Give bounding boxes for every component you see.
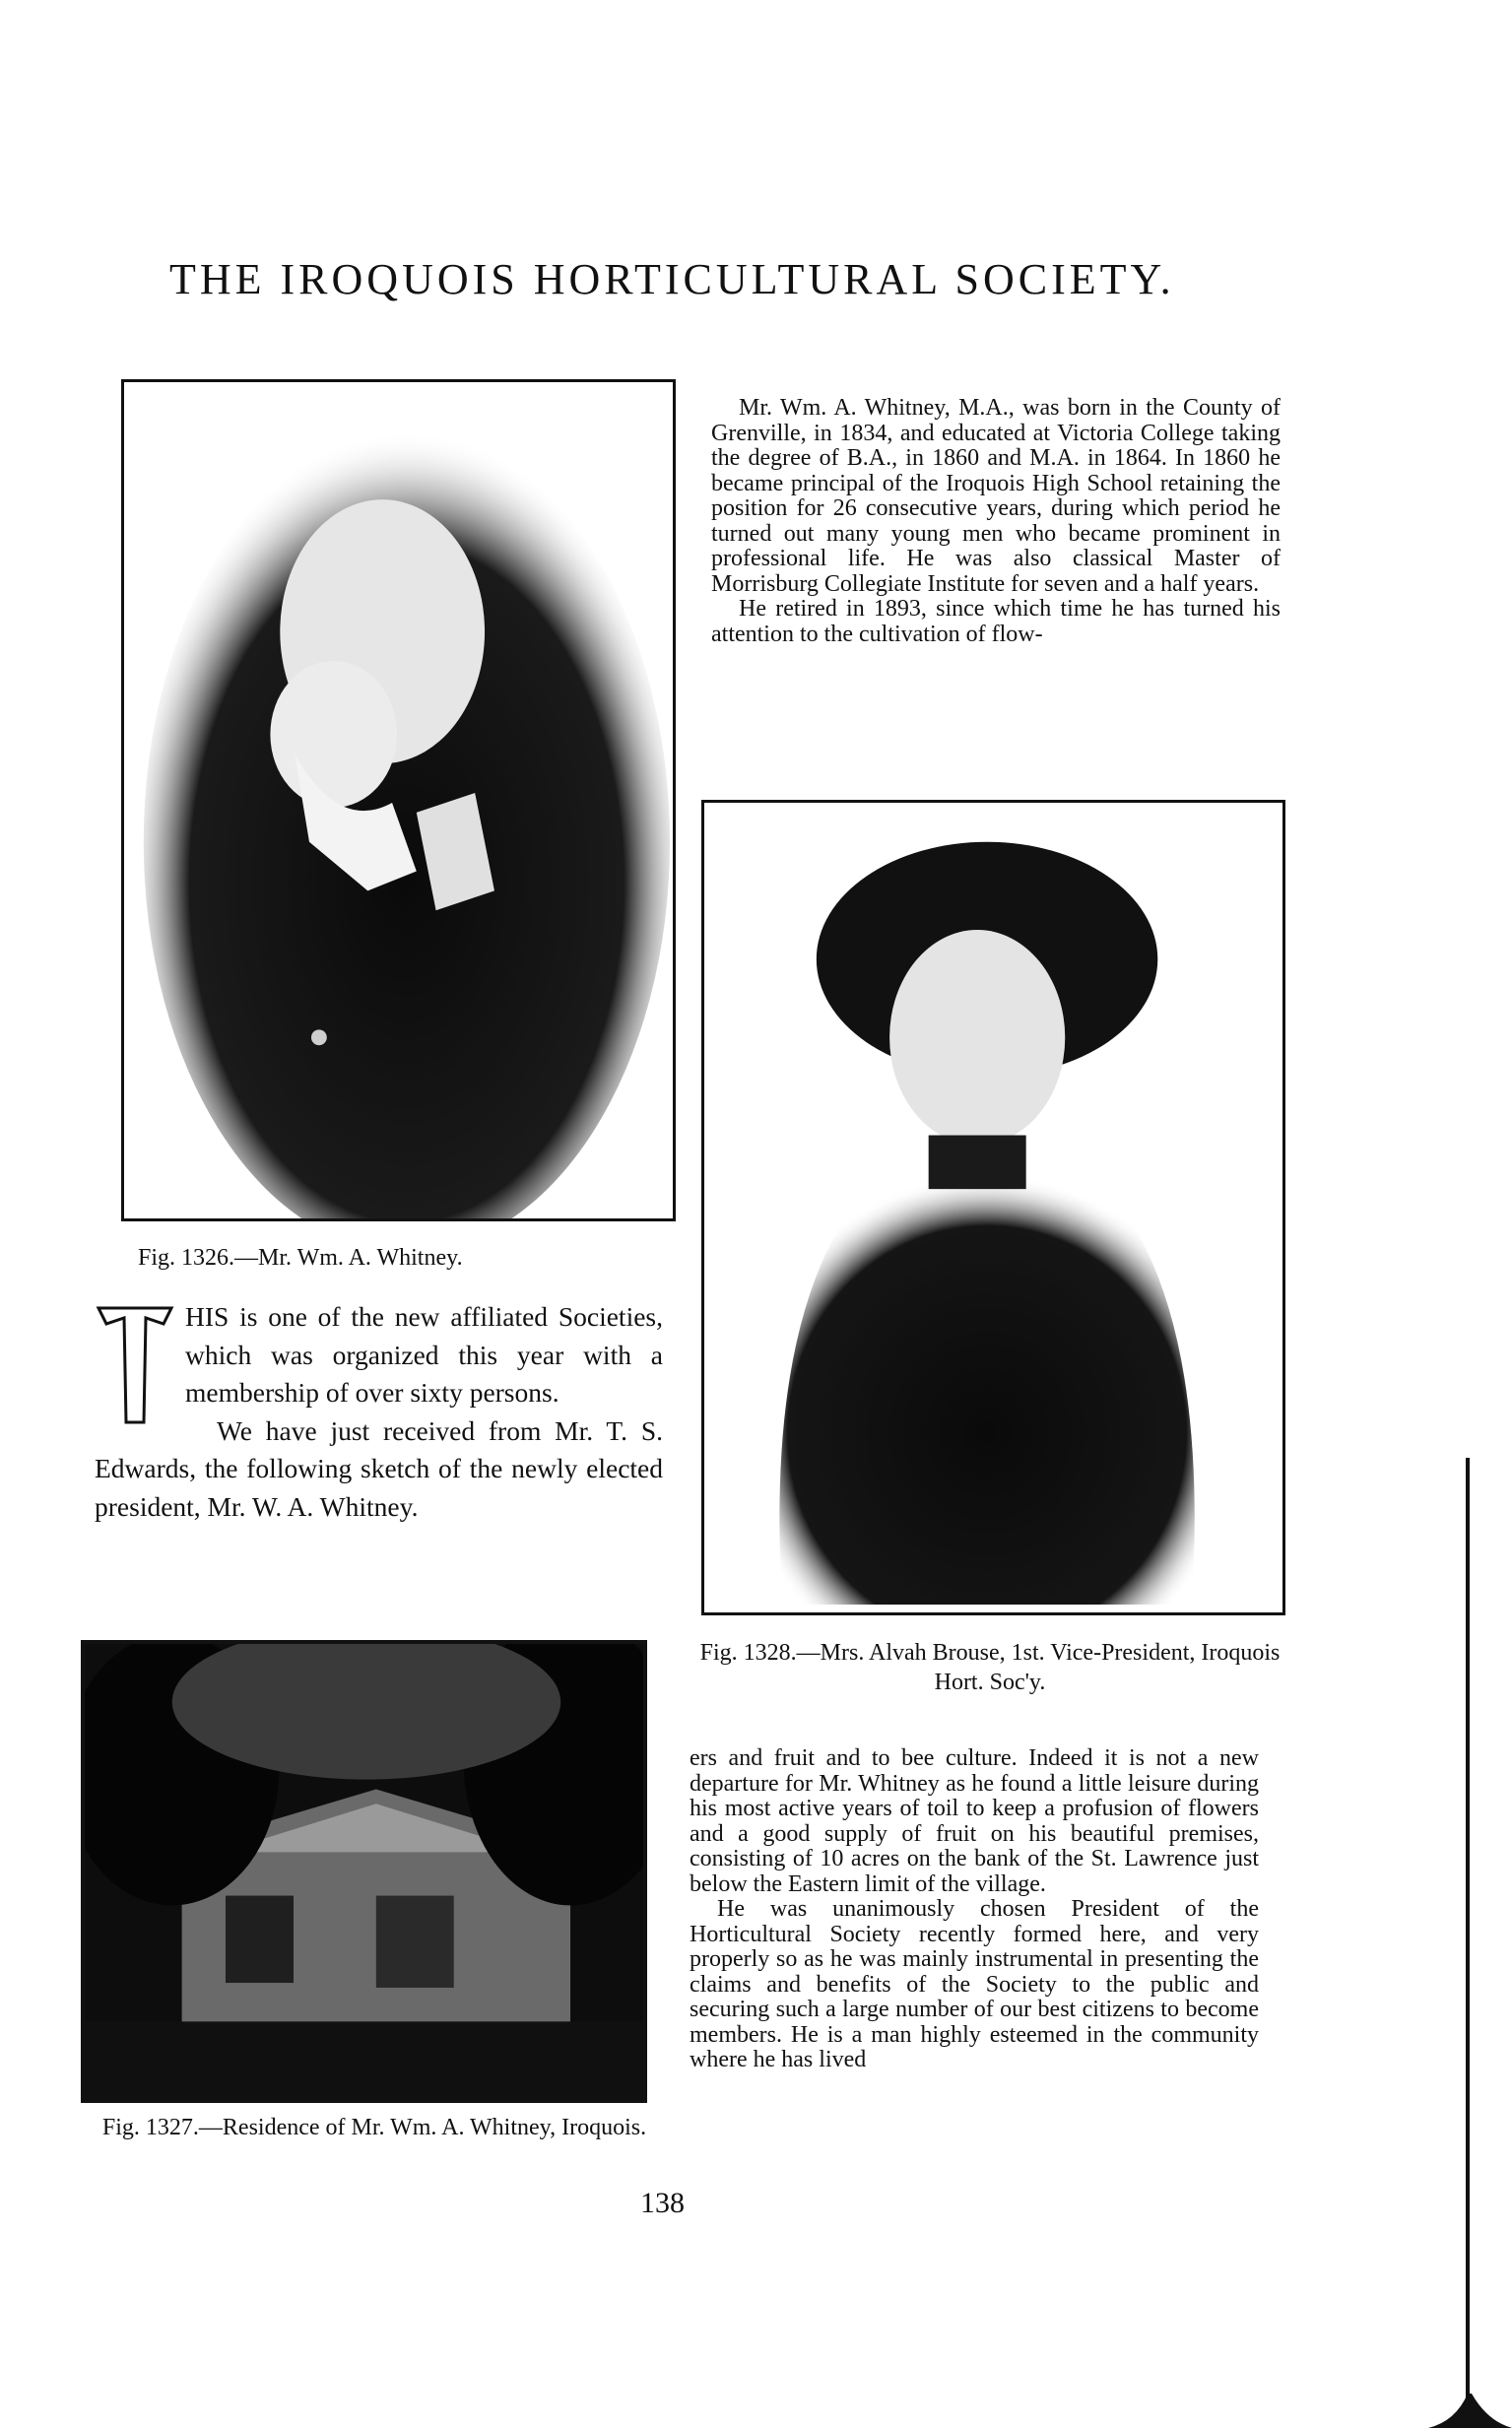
figure-caption-1327: Fig. 1327.—Residence of Mr. Wm. A. Whitney, Iroquois. <box>101 2115 647 2140</box>
biography-paragraph-2: He retired in 1893, since which time he has turned his attention to the cultivation of flow- <box>711 596 1281 647</box>
biography-paragraph-3: ers and fruit and to bee culture. Indeed it is not a new departure for Mr. Whitney as he found a little leisure during his most active years of toil to keep a profusion of flowers and a good supply of fruit on his beautiful premises, consisting of 10 acres on the bank of the St. Lawrence just below the Eastern limit of the village. <box>690 1745 1259 1897</box>
biography-paragraph-4: He was unanimously chosen President of the Horticultural Society recently formed here, and very properly so as he was mainly instrumental in presenting the claims and benefits of the Society to the public and securing such a large number of our best citizens to become members. He is a man highly esteemed in the community where he has lived <box>690 1896 1259 2072</box>
figure-caption-1326: Fig. 1326.—Mr. Wm. A. Whitney. <box>138 1245 463 1271</box>
intro-paragraph-2: We have just received from Mr. T. S. Edwards, the following sketch of the newly elected president, Mr. W. A. Whitney. <box>95 1414 663 1522</box>
residence-photo <box>81 1640 647 2103</box>
page-title: THE IROQUOIS HORTICULTURAL SOCIETY. <box>169 255 1175 303</box>
page-number: 138 <box>640 2187 685 2219</box>
biography-paragraph-1: Mr. Wm. A. Whitney, M.A., was born in the County of Grenville, in 1834, and educated at Victoria College taking the degree of B.A., in 1860 and M.A. in 1864. In 1860 he became principal of the Iroquois High School retaining the position for 26 consecutive years, during which period he turned out many young men who became prominent in professional life. He was also classical Master of Morrisburg Collegiate Institute for seven and a half years. <box>711 395 1281 597</box>
portrait-photo-brouse <box>701 800 1285 1615</box>
figure-caption-1328: Fig. 1328.—Mrs. Alvah Brouse, 1st. Vice-President, Iroquois Hort. Soc'y. <box>699 1640 1281 1695</box>
portrait-photo-whitney <box>121 379 676 1221</box>
page-edge-line <box>1466 1458 1470 2428</box>
biography-top <box>711 396 1281 647</box>
intro-text <box>95 1298 663 1526</box>
drop-cap <box>95 1304 175 1432</box>
intro-paragraph-1 <box>95 1298 663 1412</box>
intro-paragraph-1-text: HIS is one of the new affiliated Societies, which was organized this year with a membership of over sixty persons. <box>185 1301 663 1408</box>
page-edge-mark <box>1428 2394 1512 2428</box>
biography-bottom <box>690 1746 1259 2073</box>
